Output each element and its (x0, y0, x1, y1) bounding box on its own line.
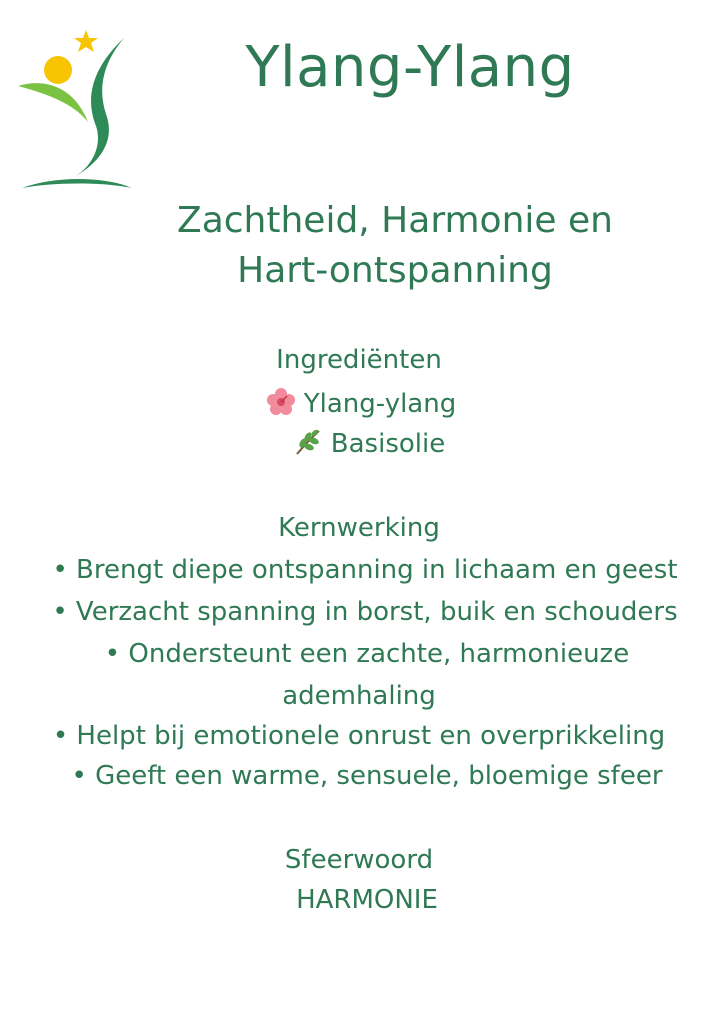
sfeerwoord-heading: Sfeerwoord (284, 845, 434, 875)
page-title: Ylang-Ylang (245, 35, 575, 100)
kernwerking-heading: Kernwerking (278, 513, 440, 543)
subtitle-line-1: Zachtheid, Harmonie en (177, 200, 613, 241)
sun-icon (44, 56, 72, 84)
kernwerking-bullet: • Geeft een warme, sensuele, bloemige sfeer (71, 761, 663, 791)
kernwerking-bullet-continuation: ademhaling (282, 681, 436, 711)
kernwerking-bullet: • Helpt bij emotionele onrust en overprikkeling (52, 721, 666, 751)
subtitle-line-2: Hart-ontspanning (237, 250, 553, 291)
ingredient-item (6, 424, 726, 464)
hibiscus-flower-icon (266, 387, 296, 417)
kernwerking-bullet: • Ondersteunt een zachte, harmonieuze (104, 639, 630, 669)
ingredients-heading: Ingrediënten (276, 345, 442, 375)
brand-logo-icon (14, 26, 138, 194)
ingredient-label: Basisolie (330, 429, 446, 459)
kernwerking-bullet: • Verzacht spanning in borst, buik en schouders (52, 597, 678, 627)
kernwerking-bullet: • Brengt diepe ontspanning in lichaam en geest (52, 555, 678, 585)
sfeerwoord-word: HARMONIE (296, 885, 438, 915)
ingredient-label: Ylang-ylang (303, 389, 457, 419)
herb-sprig-icon (293, 427, 323, 457)
page-subtitle (110, 196, 680, 296)
ingredient-item (0, 384, 724, 424)
star-icon (74, 30, 98, 52)
